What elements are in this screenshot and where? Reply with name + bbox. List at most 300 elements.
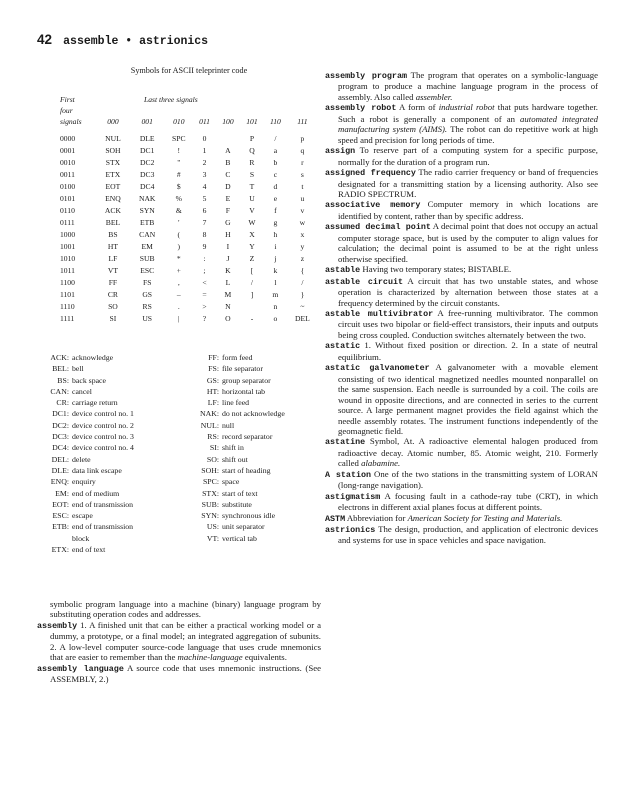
- ascii-cell: NUL: [105, 134, 121, 143]
- ascii-cell: ETB: [140, 218, 155, 227]
- ascii-cell: -: [250, 314, 254, 323]
- row-code: 0101: [60, 194, 76, 203]
- legend-code: ETX:: [51, 545, 69, 555]
- ascii-cell: /: [250, 278, 254, 287]
- legend-item: [190, 420, 285, 431]
- legend-description: start of text: [222, 488, 258, 498]
- ascii-cell: :: [203, 254, 206, 263]
- entry-assembler-continuation: symbolic program language into a machine (binary) language program by substituting operation codes and addresses.: [50, 599, 321, 620]
- ascii-cell: q: [300, 146, 305, 155]
- headword: assembly: [37, 620, 78, 631]
- legend-item: [40, 386, 134, 397]
- ascii-cell: ESC: [140, 266, 155, 275]
- ascii-cell: r: [301, 158, 304, 167]
- ascii-cell: ENQ: [105, 194, 121, 203]
- ascii-cell: ?: [202, 314, 207, 323]
- ascii-row: [60, 266, 318, 278]
- ascii-table-block: [60, 66, 318, 326]
- legend-description: back space: [72, 375, 106, 385]
- ascii-cell: H: [225, 230, 231, 239]
- legend-description: delete: [72, 454, 91, 464]
- ascii-row: [60, 206, 318, 218]
- ascii-cell: DLE: [139, 134, 155, 143]
- ascii-header-row: [60, 95, 318, 106]
- entry-assign: assign To reserve part of a computing system for a specific purpose, normally for the duration of a program run.: [325, 145, 598, 167]
- column-code: 000: [107, 117, 119, 126]
- ascii-cell: }: [300, 290, 305, 299]
- ascii-cell: 7: [202, 218, 207, 227]
- ascii-cell: CR: [107, 290, 118, 299]
- ascii-row: [60, 242, 318, 254]
- headword: ASTM: [325, 513, 346, 524]
- ascii-cell: DEL: [295, 314, 310, 323]
- entry-astatine: astatine Symbol, At. A radioactive elemental halogen produced from radioactive decay. Atomic number, 85. Atomic weight, 210. Formerly called alabamine.: [325, 436, 598, 469]
- ascii-table-caption: Symbols for ASCII teleprinter code: [130, 66, 248, 75]
- ascii-row: [60, 146, 318, 158]
- ascii-cell: 3: [202, 170, 207, 179]
- legend-item: [40, 397, 134, 408]
- headword: assembly program: [325, 71, 407, 81]
- legend-code: RS:: [207, 432, 219, 442]
- ascii-cell: HT: [107, 242, 118, 251]
- ascii-cell: ]: [250, 290, 254, 299]
- ascii-cell: Q: [249, 146, 255, 155]
- ascii-cell: /: [301, 278, 304, 287]
- legend-item: [40, 442, 134, 453]
- ascii-cell: L: [225, 278, 231, 287]
- legend-code: LF:: [207, 398, 219, 408]
- ascii-cell: 1: [202, 146, 207, 155]
- legend-item: [40, 431, 134, 442]
- legend-code: NUL:: [200, 420, 219, 430]
- legend-description: end of medium: [72, 488, 120, 498]
- ascii-cell: ETX: [105, 170, 121, 179]
- ascii-cell: B: [225, 158, 231, 167]
- legend-description: horizontal tab: [222, 386, 266, 396]
- legend-code: CAN:: [50, 386, 69, 396]
- legend-description: null: [222, 420, 235, 430]
- ascii-row: [60, 254, 318, 266]
- legend-description: synchronous idle: [222, 511, 276, 521]
- legend-item: [40, 499, 134, 510]
- legend-description: shift out: [222, 454, 248, 464]
- ascii-cell: p: [300, 134, 305, 143]
- ascii-cell: RS: [142, 302, 152, 311]
- ascii-cell: P: [249, 134, 255, 143]
- ascii-cell: GS: [142, 290, 153, 299]
- ascii-cell: G: [225, 218, 231, 227]
- headword: astatine: [325, 437, 366, 448]
- legend-description: form feed: [222, 353, 253, 362]
- legend-item: [190, 465, 285, 476]
- ascii-cell: J: [226, 254, 230, 263]
- ascii-cell: ": [177, 158, 181, 167]
- left-column-entries: [37, 599, 321, 685]
- headword: A station: [325, 469, 372, 480]
- legend-item: [40, 488, 134, 499]
- legend-description: enquiry: [72, 477, 96, 487]
- ascii-cell: #: [176, 170, 181, 179]
- legend-item: [190, 499, 285, 510]
- ascii-cell: BS: [108, 230, 118, 239]
- ascii-cell: /: [274, 134, 277, 143]
- last-signals-label: Last three signals: [144, 95, 198, 104]
- legend-item: [190, 533, 285, 544]
- legend-right-column: [190, 352, 285, 544]
- entry-assembly-language: assembly language A source code that uses mnemonic instructions. (See ASSEMBLY, 2.): [37, 662, 321, 685]
- row-code: 0000: [60, 134, 76, 143]
- legend-item: [40, 465, 134, 476]
- column-code: 001: [141, 117, 153, 126]
- ascii-row: [60, 182, 318, 194]
- ascii-cell: [: [250, 266, 254, 275]
- ascii-cell: [240, 302, 264, 314]
- ascii-cell: N: [225, 302, 231, 311]
- first-signals-label: four: [60, 106, 73, 115]
- ascii-cell: z: [300, 254, 305, 263]
- ascii-cell: f: [274, 206, 277, 215]
- legend-code: SO:: [206, 454, 219, 464]
- row-code: 1000: [60, 230, 76, 239]
- headword: astigmatism: [325, 491, 381, 502]
- row-code: 1101: [60, 290, 75, 299]
- ascii-cell: =: [202, 290, 207, 299]
- legend-code: ESC:: [52, 511, 69, 521]
- ascii-cell: ,: [177, 278, 180, 287]
- legend-description: acknowledge: [72, 353, 114, 362]
- headword: astatic galvanometer: [325, 363, 430, 374]
- ascii-cell: 4: [202, 182, 207, 191]
- ascii-cell: US: [142, 314, 153, 323]
- page-number: 42: [37, 32, 53, 47]
- page-header: [37, 32, 208, 48]
- legend-description: do not acknowledge: [222, 409, 285, 419]
- row-code: 0010: [60, 158, 76, 167]
- ascii-cell: E: [225, 194, 231, 203]
- ascii-cell: DC1: [140, 146, 155, 155]
- ascii-cell: T: [249, 182, 255, 191]
- ascii-row: [60, 170, 318, 182]
- header-spacer: [96, 106, 318, 117]
- ascii-cell: NAK: [138, 194, 156, 203]
- ascii-cell: j: [274, 254, 277, 263]
- ascii-row: [60, 230, 318, 242]
- headword: astable multivibrator: [325, 308, 434, 319]
- ascii-cell: U: [249, 194, 255, 203]
- ascii-cell: $: [176, 182, 181, 191]
- legend-description: file separator: [222, 364, 263, 374]
- legend-description: escape: [72, 511, 93, 521]
- column-code: 010: [173, 117, 185, 126]
- legend-item: [40, 375, 134, 386]
- entry-assembly-robot: assembly robot A form of industrial robot that puts hardware together. Such a robot is generally a component of an automated integrated manufacturing system (AIMS). The robot can do repetitive work at high speed and precision for long periods of time.: [325, 102, 598, 145]
- ascii-cell: h: [273, 230, 278, 239]
- ascii-cell: n: [273, 302, 278, 311]
- legend-code: DEL:: [51, 454, 69, 464]
- legend-code: CR:: [56, 398, 69, 408]
- legend-code: SYN:: [201, 511, 219, 521]
- ascii-cell: b: [273, 158, 278, 167]
- ascii-cell: Y: [249, 242, 255, 251]
- legend-item: [40, 476, 134, 487]
- ascii-cell: c: [273, 170, 278, 179]
- legend-description: data link escape: [72, 465, 122, 475]
- entry-assumed-decimal-point: assumed decimal point A decimal point that does not occupy an actual computer storage space, but is used by the computer to align values for calculation; the decimal point is assumed to be at the right unless otherwise specified.: [325, 221, 598, 264]
- legend-code: BEL:: [52, 364, 69, 374]
- legend-description: start of heading: [222, 465, 271, 475]
- ascii-cell: SYN: [139, 206, 155, 215]
- legend-description: end of transmission: [72, 499, 134, 509]
- legend-left-column: [40, 352, 134, 555]
- row-code: 0111: [60, 218, 75, 227]
- entry-astable-multivibrator: astable multivibrator A free-running multivibrator. The common circuit uses two bipolar or field-effect transistors, their inputs and outputs being cross coupled. Conduction switches alternately between the two.: [325, 307, 598, 340]
- ascii-cell: SPC: [172, 134, 186, 143]
- legend-item: [40, 521, 134, 532]
- ascii-cell: 5: [202, 194, 207, 203]
- ascii-cell: a: [273, 146, 278, 155]
- legend-code: SPC:: [202, 477, 219, 487]
- legend-item: [40, 408, 134, 419]
- legend-item: [190, 454, 285, 465]
- ascii-header-row: [60, 117, 318, 128]
- legend-item: [190, 375, 285, 386]
- legend-item: [190, 352, 285, 363]
- ascii-cell: w: [299, 218, 306, 227]
- row-code: 0001: [60, 146, 76, 155]
- ascii-cell: K: [225, 266, 231, 275]
- legend-item: [190, 510, 285, 521]
- row-code: 1111: [60, 314, 75, 323]
- legend-item: [40, 544, 134, 555]
- ascii-cell: A: [225, 146, 231, 155]
- headword: astatic: [325, 341, 361, 352]
- legend-code: EM:: [55, 488, 69, 498]
- ascii-row: [60, 134, 318, 146]
- legend-code: DC4:: [52, 443, 69, 453]
- legend-code: DC3:: [52, 432, 69, 442]
- ascii-cell: VT: [107, 266, 118, 275]
- legend-code: FS:: [208, 364, 219, 374]
- legend-code: NAK:: [199, 409, 219, 419]
- legend-item: [190, 408, 285, 419]
- legend-description: device control no. 4: [72, 443, 134, 453]
- headword: assembly robot: [325, 103, 397, 114]
- entry-astatic-galvanometer: astatic galvanometer A galvanometer with a movable element consisting of two identical magnetized needles mounted nonparallel on the same suspension. Each needle is surrounded by a coil. The coils are wound in opposite directions, and are connected in series to the current source. A large permanent magnet provides the field against which the needle assembly rotates. The instrument functions independently of the geomagnetic field.: [325, 362, 598, 436]
- row-code: 1010: [60, 254, 76, 263]
- headword: astrionics: [325, 525, 376, 536]
- ascii-cell: 2: [202, 158, 207, 167]
- legend-item: [40, 420, 134, 431]
- legend-code: FF:: [208, 353, 219, 362]
- ascii-cell: EOT: [105, 182, 121, 191]
- headword: assign: [325, 146, 356, 157]
- legend-item: [190, 476, 285, 487]
- legend-item: [40, 454, 134, 465]
- ascii-cell: R: [249, 158, 255, 167]
- headword: assigned frequency: [325, 168, 416, 179]
- legend-code: EOT:: [52, 499, 69, 509]
- ascii-cell: Z: [249, 254, 255, 263]
- ascii-cell: O: [225, 314, 231, 323]
- ascii-row: [60, 314, 318, 326]
- legend-description: device control no. 2: [72, 420, 134, 430]
- legend-code: SUB:: [201, 499, 219, 509]
- ascii-row: [60, 302, 318, 314]
- legend-code: STX:: [202, 488, 219, 498]
- column-code: 100: [222, 117, 234, 126]
- column-code: 111: [297, 117, 308, 126]
- ascii-cell: EM: [141, 242, 153, 251]
- ascii-cell: *: [176, 254, 181, 263]
- ascii-cell: t: [301, 182, 304, 191]
- ascii-cell: x: [300, 230, 305, 239]
- legend-description: device control no. 3: [72, 432, 134, 442]
- ascii-cell: ACK: [104, 206, 121, 215]
- legend-item: [190, 386, 285, 397]
- ascii-cell: i: [274, 242, 277, 251]
- ascii-cell: SO: [108, 302, 118, 311]
- ascii-cell: s: [300, 170, 304, 179]
- row-code: 0011: [60, 170, 75, 179]
- legend-code: DLE:: [51, 465, 69, 475]
- row-code: 1001: [60, 242, 76, 251]
- ascii-cell: y: [300, 242, 305, 251]
- ascii-cell: DC3: [140, 170, 155, 179]
- ascii-cell: FF: [108, 278, 118, 287]
- legend-code: HT:: [206, 386, 219, 396]
- ascii-cell: W: [248, 218, 256, 227]
- ascii-cell: |: [178, 314, 180, 323]
- column-code: 011: [199, 117, 210, 126]
- ascii-cell: e: [273, 194, 278, 203]
- legend-item: [40, 363, 134, 374]
- running-head: assemble • astrionics: [63, 35, 209, 48]
- ascii-cell: I: [226, 242, 230, 251]
- entry-assembly: assembly 1. A finished unit that can be either a practical working model or a dummy, a prototype, or a final model; an integrated aggregation of subunits. 2. A low-level computer source-code language that uses crude mnemonics that are easier to remember than the machine-language equivalents.: [37, 619, 321, 663]
- legend-item: [40, 510, 134, 521]
- legend-description: cancel: [72, 386, 92, 396]
- legend-code: DC1:: [52, 409, 69, 419]
- ascii-cell: d: [273, 182, 278, 191]
- column-code: 110: [269, 117, 281, 126]
- legend-description: substitute: [222, 499, 252, 509]
- headword: assumed decimal point: [325, 222, 431, 233]
- legend-code: BS:: [57, 375, 69, 385]
- ascii-cell: SI: [109, 314, 117, 323]
- entry-astm: ASTM Abbreviation for American Society for Testing and Materials.: [325, 512, 563, 524]
- legend-code: US:: [206, 522, 219, 532]
- ascii-cell: +: [176, 266, 181, 275]
- ascii-cell: 0: [202, 134, 207, 143]
- ascii-cell: F: [225, 206, 231, 215]
- ascii-cell: ;: [203, 266, 206, 275]
- ascii-cell: (: [177, 230, 181, 239]
- legend-description: device control no. 1: [72, 409, 134, 419]
- headword: astable: [325, 265, 361, 276]
- legend-code: ENQ:: [50, 477, 69, 487]
- ascii-cell: !: [177, 146, 181, 155]
- legend-code: SI:: [209, 443, 219, 453]
- ascii-cell: ~: [300, 302, 305, 311]
- legend-description: vertical tab: [222, 533, 257, 543]
- entry-associative-memory: associative memory Computer memory in which locations are identified by content, rather than by specific address.: [325, 199, 598, 221]
- entry-assembly-program: assembly program The program that operates on a symbolic-language program to produce a machine language program in the process of assembly. Also called assembler.: [325, 70, 598, 102]
- ascii-cell: CAN: [139, 230, 156, 239]
- legend-description: line feed: [222, 398, 250, 408]
- ascii-row: [60, 218, 318, 230]
- ascii-cell: X: [249, 230, 255, 239]
- ascii-cell: STX: [105, 158, 121, 167]
- legend-code: VT:: [206, 533, 219, 543]
- legend-code: DC2:: [52, 420, 69, 430]
- ascii-cell: V: [249, 206, 255, 215]
- ascii-cell: SUB: [139, 254, 155, 263]
- entry-astatic: astatic 1. Without fixed position or direction. 2. In a state of neutral equilibrium.: [325, 340, 598, 362]
- headword: associative memory: [325, 200, 421, 211]
- first-signals-label: First: [60, 95, 75, 104]
- entry-astable: astable Having two temporary states; BISTABLE.: [325, 264, 512, 276]
- ascii-row: [60, 278, 318, 290]
- legend-code: SOH:: [201, 465, 219, 475]
- right-column-entries: [325, 70, 598, 546]
- ascii-cell: DC2: [140, 158, 155, 167]
- legend-description: end of transmission: [72, 522, 134, 532]
- row-code: 0100: [60, 182, 76, 191]
- ascii-cell: u: [300, 194, 305, 203]
- legend-description: unit separator: [222, 522, 265, 532]
- ascii-cell: >: [202, 302, 207, 311]
- ascii-cell: SOH: [105, 146, 121, 155]
- ascii-cell: 9: [202, 242, 207, 251]
- row-code: 0110: [60, 206, 75, 215]
- legend-code: ETB:: [52, 522, 69, 532]
- legend-description: shift in: [222, 443, 244, 453]
- ascii-cell: D: [225, 182, 231, 191]
- ascii-cell: S: [249, 170, 255, 179]
- ascii-table: [60, 95, 318, 326]
- ascii-cell: &: [175, 206, 182, 215]
- legend-item: [190, 397, 285, 408]
- legend-code: ACK:: [50, 353, 69, 362]
- ascii-cell: g: [273, 218, 278, 227]
- legend-item: [40, 533, 134, 544]
- legend-item: [190, 442, 285, 453]
- ascii-cell: DC4: [140, 182, 155, 191]
- first-signals-label: signals: [60, 117, 82, 126]
- ascii-cell: C: [225, 170, 231, 179]
- legend-description: group separator: [222, 375, 271, 385]
- ascii-cell: {: [300, 266, 305, 275]
- headword: astable circuit: [325, 276, 404, 287]
- ascii-cell: [216, 134, 240, 146]
- column-code: 101: [246, 117, 258, 126]
- ascii-row: [60, 158, 318, 170]
- legend-item: [190, 488, 285, 499]
- ascii-cell: LF: [108, 254, 118, 263]
- entry-astrionics: astrionics The design, production, and application of electronic devices and systems for use in space vehicles and space navigation.: [325, 524, 598, 546]
- ascii-cell: l: [274, 278, 277, 287]
- headword: assembly language: [37, 663, 124, 674]
- ascii-cell: o: [273, 314, 278, 323]
- ascii-cell: k: [273, 266, 278, 275]
- ascii-cell: %: [175, 194, 182, 203]
- row-code: 1110: [60, 302, 75, 311]
- entry-a-station: A station One of the two stations in the transmitting system of LORAN (long-range navigation).: [325, 468, 598, 491]
- ascii-cell: <: [202, 278, 207, 287]
- legend-description: block: [72, 533, 90, 543]
- legend-description: end of text: [72, 545, 106, 555]
- legend-item: [40, 352, 134, 363]
